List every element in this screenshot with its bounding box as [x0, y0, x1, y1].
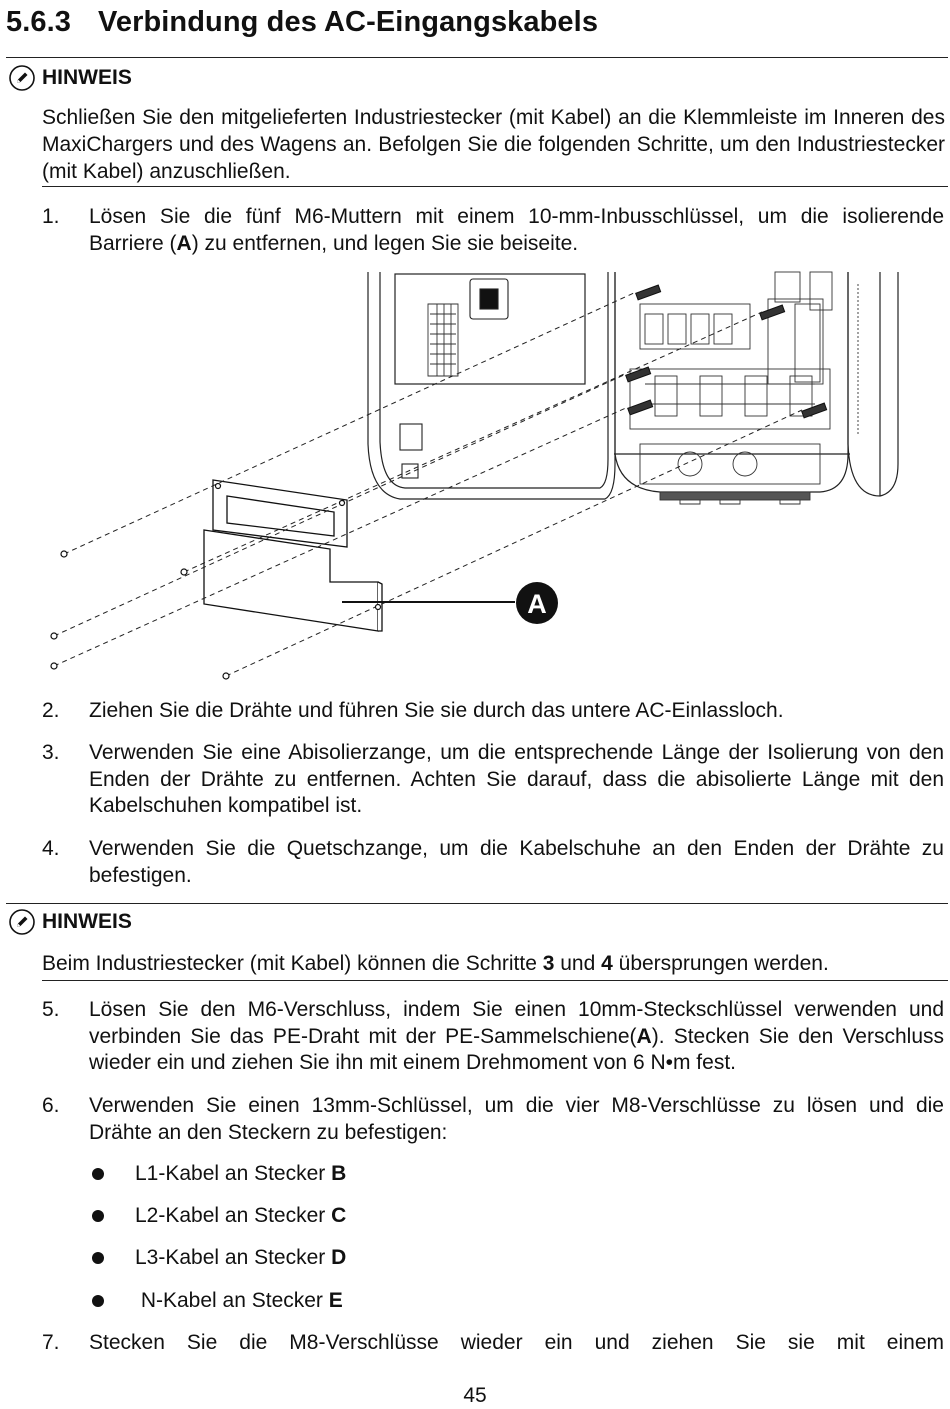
list-item [92, 1288, 343, 1314]
bullet-text: L1-Kabel an Stecker [135, 1162, 332, 1185]
bold-step-3: 3 [542, 952, 555, 975]
list-item [92, 1203, 346, 1229]
note-header [8, 908, 132, 936]
bullet-text: N-Kabel an Stecker [135, 1289, 329, 1312]
step-number: 6. [42, 1094, 60, 1117]
note-rule [42, 980, 948, 981]
bullet-dot [92, 1252, 104, 1264]
bold-step-4: 4 [601, 952, 613, 975]
bullet-dot [92, 1168, 104, 1180]
heading-rule [6, 57, 948, 58]
step-number: 5. [42, 998, 60, 1021]
step-text: Verwenden Sie einen 13mm-Schlüssel, um die vier M8-Verschlüsse zu lösen und die Drähte an den Steckern zu befestigen: [89, 1094, 944, 1144]
bullet-bold: C [331, 1204, 347, 1227]
vent-grid [428, 304, 458, 376]
bullet-bold: E [328, 1289, 343, 1312]
section-number: 5.6.3 [6, 6, 71, 38]
step-text: Lösen Sie den M6-Verschluss, indem Sie einen 10mm-Steckschlüssel verwenden und verbinden Sie das PE-Draht mit der PE-Sammelschiene( [89, 998, 944, 1048]
note-top-rule [6, 903, 948, 904]
bullet-dot [92, 1295, 104, 1307]
step-number: 4. [42, 837, 60, 860]
list-item [92, 1161, 346, 1187]
section-title: Verbindung des AC-Eingangskabels [98, 6, 599, 38]
step-text-end: ). Stecken Sie den Verschluss wieder ein und ziehen Sie ihn mit einem Drehmoment von 6 N•m fest. [89, 1024, 944, 1074]
step-text: Ziehen Sie die Drähte und führen Sie sie durch das untere AC-Einlassloch. [89, 699, 784, 722]
step-5 [42, 997, 944, 1077]
callout-letter: A [527, 589, 547, 619]
step-number: 1. [42, 205, 60, 228]
bold-ref: A [636, 1024, 652, 1048]
note-label: HINWEIS [42, 66, 132, 89]
step-3 [42, 740, 944, 820]
bullet-bold: D [331, 1246, 347, 1269]
step-6 [42, 1093, 944, 1146]
pencil-note-icon [8, 908, 36, 936]
note-text [42, 950, 945, 977]
bold-ref: A [176, 231, 192, 255]
step-4 [42, 836, 944, 889]
note-text: Schließen Sie den mitgelieferten Industriestecker (mit Kabel) an die Klemmleiste im Inneren des MaxiChargers und des Wagens an. Befolgen Sie die folgenden Schritte, um den Industriestecker (mit Kabel) anzuschließen. [42, 106, 945, 183]
step-number: 7. [42, 1331, 60, 1354]
note-text-part: und [554, 952, 602, 975]
pencil-note-icon [8, 64, 36, 92]
note-label: HINWEIS [42, 910, 132, 933]
list-item [92, 1245, 346, 1271]
bullet-dot [92, 1210, 104, 1222]
bullet-text: L3-Kabel an Stecker [135, 1246, 332, 1269]
step-text-end: ) zu entfernen, und legen Sie sie beiseite. [191, 231, 579, 255]
step-text: Verwenden Sie die Quetschzange, um die Kabelschuhe an den Enden der Drähte zu befestigen. [89, 837, 944, 887]
section-heading [6, 6, 598, 39]
step-text: Verwenden Sie eine Abisolierzange, um die entsprechende Länge der Isolierung von den Enden der Drähte zu entfernen. Achten Sie darauf, dass die abisolierte Länge mit den Kabelschuhen kompatibel ist. [89, 741, 944, 817]
step-2 [42, 698, 944, 725]
barrier-removal-figure [0, 264, 950, 692]
note-header [8, 64, 132, 92]
step-1 [42, 204, 944, 257]
internal-components [630, 272, 858, 504]
bullet-bold: B [331, 1162, 347, 1185]
barrier-plate [204, 480, 382, 631]
note-text-part: Beim Industriestecker (mit Kabel) können die Schritte [42, 952, 543, 975]
note-text-part: übersprungen werden. [612, 952, 829, 975]
step-number: 2. [42, 699, 60, 722]
step-text: Stecken Sie die M8-Verschlüsse wieder ein und ziehen Sie sie mit einem [89, 1331, 944, 1354]
step-text: Lösen Sie die fünf M6-Muttern mit einem 10-mm-Inbusschlüssel, um die isolierende Barriere ( [89, 205, 944, 255]
step-7 [42, 1330, 944, 1357]
page-number: 45 [463, 1384, 487, 1407]
bullet-text: L2-Kabel an Stecker [135, 1204, 332, 1227]
step-number: 3. [42, 741, 60, 764]
note-rule [42, 186, 948, 187]
